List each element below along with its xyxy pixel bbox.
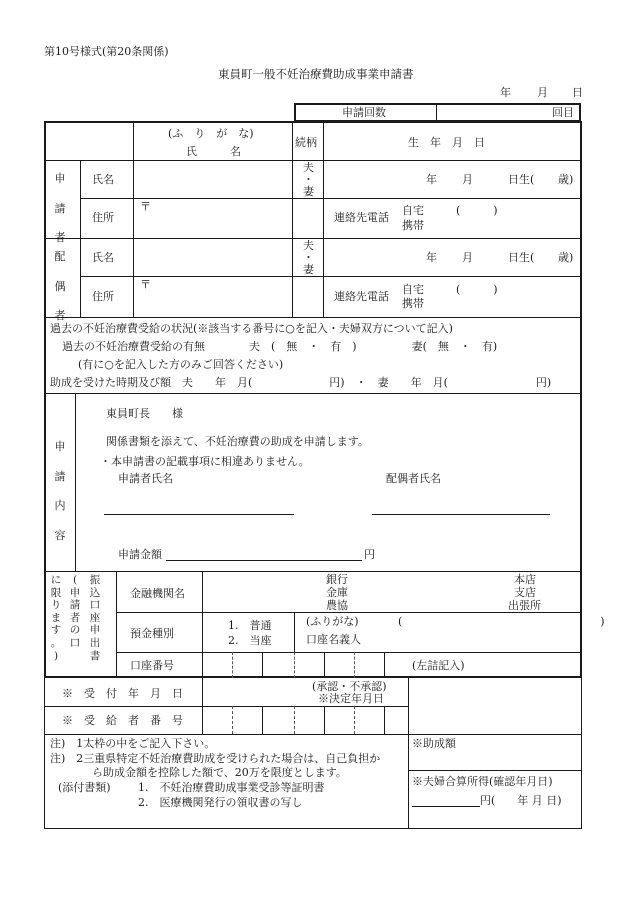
spouse-signature-label: 配偶者氏名: [386, 472, 441, 485]
spouse-mobile-label: 携帯: [402, 297, 424, 310]
main-form-frame: [44, 121, 582, 678]
applicant-birth-month[interactable]: 月: [462, 173, 473, 186]
institution-label: 金融機関名: [130, 587, 185, 600]
agri-option[interactable]: 農協: [326, 599, 348, 612]
date-year: 年: [500, 86, 511, 99]
spouse-section-label: 配 偶 者: [54, 250, 66, 323]
income-amount-line[interactable]: [412, 806, 480, 807]
application-count-unit[interactable]: 回目: [552, 106, 574, 119]
income-label: ※夫婦合算所得(確認年月日): [412, 775, 553, 788]
deposit-ordinary[interactable]: 1. 普通: [228, 619, 272, 632]
request-section-label: 申 請 内 容: [54, 440, 66, 543]
spouse-postal[interactable]: 〒: [140, 278, 151, 291]
bank-side-label-3: に 限 り ま す 。 ): [50, 574, 62, 662]
vault-option[interactable]: 金庫: [326, 586, 348, 599]
approval-label[interactable]: (承認・不承認): [312, 680, 387, 693]
applicant-age[interactable]: 歳): [558, 173, 574, 186]
request-amount-line[interactable]: [166, 560, 362, 561]
income-unit: 円( 年 月 日): [480, 794, 562, 807]
left-fill-note: (左詰記入): [412, 659, 465, 672]
account-number-label: 口座番号: [130, 659, 174, 672]
header-furigana: (ふ り が な): [168, 127, 254, 140]
application-count-label: 申請回数: [342, 106, 386, 119]
spouse-birth-month[interactable]: 月: [462, 251, 473, 264]
spouse-contact-label: 連絡先電話: [334, 290, 389, 303]
application-count-box: [294, 103, 581, 122]
applicant-name-label: 氏名: [92, 173, 114, 186]
bank-side-label-1: 振 込 口 座 申 出 書: [89, 574, 101, 662]
spouse-phone-input[interactable]: ( ): [456, 283, 498, 296]
spouse-birth-year[interactable]: 年: [426, 251, 437, 264]
applicant-relation-dot: ・: [303, 173, 314, 186]
applicant-mobile-label: 携帯: [402, 219, 424, 232]
note-2b: ら助成金額を控除した額で、20万を限度とします。: [92, 766, 347, 779]
attachments-label: (添付書類): [58, 781, 111, 794]
spouse-relation-wife[interactable]: 妻: [303, 263, 314, 276]
date-day: 日: [572, 86, 583, 99]
request-amount-unit: 円: [364, 548, 375, 561]
applicant-postal[interactable]: 〒: [140, 200, 151, 213]
received-date-label: ※ 受 付 年 月 日: [62, 687, 183, 700]
recipient-number-label: ※ 受 給 者 番 号: [62, 714, 183, 727]
request-body-1: 関係書類を添えて、不妊治療費の助成を申請します。: [106, 435, 369, 448]
request-body-2: ・本申請書の記載事項に相違ありません。: [100, 455, 310, 468]
request-amount-label: 申請金額: [118, 548, 162, 561]
spouse-name-label: 氏名: [92, 251, 114, 264]
head-office-option[interactable]: 本店: [514, 573, 536, 586]
date-month: 月: [537, 86, 548, 99]
grant-amount-label: ※助成額: [412, 737, 456, 750]
header-birth: 生 年 月 日: [408, 136, 485, 149]
applicant-address-label: 住所: [92, 211, 114, 224]
form-number: 第10号様式(第20条関係): [44, 45, 169, 58]
branch-option[interactable]: 支店: [514, 586, 536, 599]
attachment-2: 2. 医療機関発行の領収書の写し: [138, 796, 303, 809]
page-title: 東員町一般不妊治療費助成事業申請書: [218, 67, 414, 81]
deposit-type-label: 預金種別: [130, 627, 174, 640]
applicant-home-label: 自宅: [402, 204, 424, 217]
applicant-signature-label: 申請者氏名: [118, 472, 173, 485]
attachment-1: 1. 不妊治療費助成事業受診等証明書: [138, 781, 325, 794]
decision-date-label: ※決定年月日: [318, 692, 384, 705]
spouse-relation-husband[interactable]: 夫: [303, 239, 314, 252]
applicant-signature-line[interactable]: [104, 514, 294, 515]
spouse-age[interactable]: 歳): [558, 251, 574, 264]
holder-furigana-label: (ふりがな): [306, 615, 359, 628]
spouse-birth-day[interactable]: 日生(: [508, 251, 535, 264]
applicant-relation-wife[interactable]: 妻: [303, 185, 314, 198]
past-treatment-status[interactable]: 過去の不妊治療費受給の有無 夫 ( 無 ・ 有 ) 妻( 無 ・ 有): [62, 340, 498, 353]
note-2: 注) 2三重県特定不妊治療費助成を受けられた場合は、自己負担か: [50, 752, 381, 765]
spouse-home-label: 自宅: [402, 283, 424, 296]
applicant-birth-year[interactable]: 年: [426, 173, 437, 186]
past-treatment-amounts[interactable]: 助成を受けた時期及び額 夫 年 月( 円) ・ 妻 年 月( 円): [50, 376, 552, 389]
note-1: 注) 1太枠の中をご記入下さい。: [50, 737, 216, 750]
spouse-signature-line[interactable]: [372, 514, 550, 515]
sub-branch-option[interactable]: 出張所: [508, 599, 541, 612]
spouse-relation-dot: ・: [303, 251, 314, 264]
spouse-address-label: 住所: [92, 290, 114, 303]
applicant-birth-day[interactable]: 日生(: [508, 173, 535, 186]
header-relation: 続柄: [295, 136, 317, 149]
holder-label: 口座名義人: [306, 633, 361, 646]
deposit-current[interactable]: 2. 当座: [228, 634, 272, 647]
header-name: 氏 名: [186, 145, 241, 158]
bank-side-label-2: ( 申 請 者 の 口: [69, 574, 81, 649]
past-treatment-note: (有に○を記入した方のみご回答ください): [78, 358, 284, 371]
request-addressee: 東員町長 様: [106, 407, 183, 420]
applicant-phone-input[interactable]: ( ): [456, 204, 498, 217]
holder-furigana-input[interactable]: ( ): [398, 615, 605, 628]
bank-option[interactable]: 銀行: [326, 573, 348, 586]
applicant-contact-label: 連絡先電話: [334, 211, 389, 224]
past-treatment-title: 過去の不妊治療費受給の状況(※該当する番号に○を記入・夫婦双方について記入): [50, 322, 453, 335]
applicant-relation-husband[interactable]: 夫: [303, 161, 314, 174]
applicant-section-label: 申 請 者: [54, 172, 66, 245]
